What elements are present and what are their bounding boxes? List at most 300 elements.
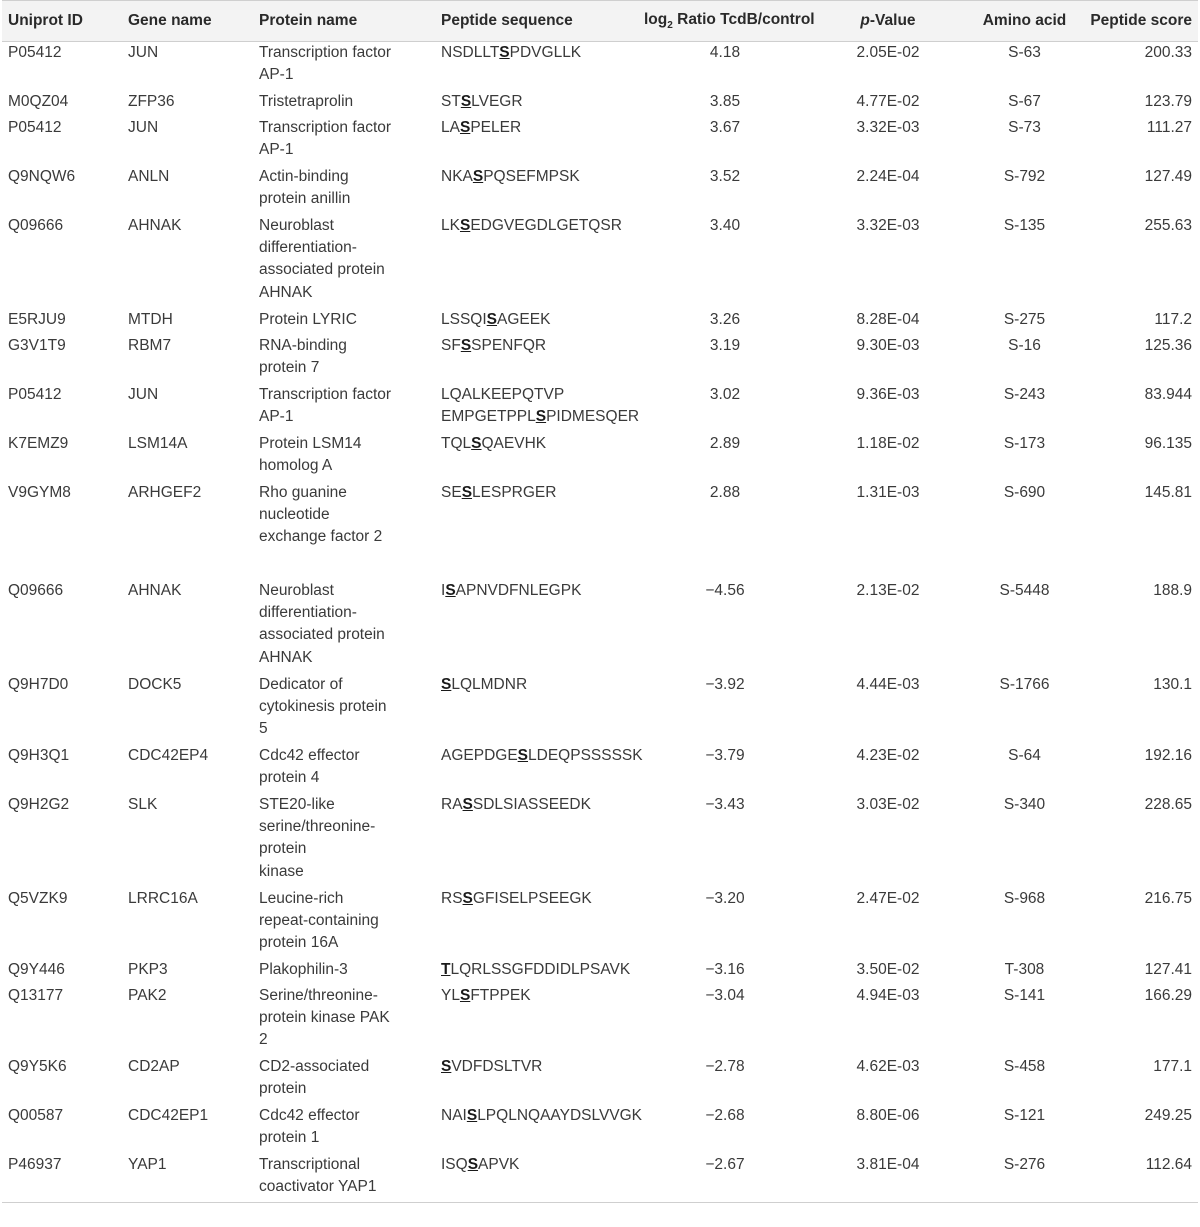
phosphosite: S <box>517 746 529 764</box>
peptide-line <box>441 406 638 428</box>
cell-amino-acid: S-141 <box>1003 986 1046 1004</box>
cell-log2-ratio: 3.85 <box>709 92 741 110</box>
cell-peptide-score: 255.63 <box>1144 216 1192 234</box>
peptide-prefix: SF <box>441 336 461 354</box>
protein-name-line: AP-1 <box>259 407 294 425</box>
protein-name-line: protein 1 <box>259 1128 320 1146</box>
cell-uniprot-id: E5RJU9 <box>8 310 66 328</box>
peptide-line <box>441 674 638 696</box>
phosphosite: T <box>441 960 451 978</box>
phosphosite: S <box>462 889 473 907</box>
table-row <box>2 888 1198 959</box>
phosphosite: S <box>459 216 471 234</box>
table-row <box>2 482 1198 580</box>
cell-peptide-sequence <box>435 215 638 309</box>
cell-gene-name: AHNAK <box>128 216 182 234</box>
peptide-line <box>441 794 638 816</box>
table-row <box>2 91 1198 117</box>
cell-amino-acid: S-243 <box>1003 385 1046 403</box>
cell-log2-ratio: −3.43 <box>705 795 745 813</box>
cell-gene-name: PKP3 <box>128 960 168 978</box>
protein-name-line: homolog A <box>259 456 333 474</box>
protein-name-line: Rho guanine <box>259 483 347 501</box>
cell-amino-acid: S-1766 <box>999 675 1050 693</box>
protein-name-line: differentiation- <box>259 603 357 621</box>
table-row <box>2 309 1198 335</box>
peptide-suffix: LESPRGER <box>472 483 557 501</box>
protein-name-line: differentiation- <box>259 238 357 256</box>
cell-p-value: 3.32E-03 <box>856 118 920 136</box>
protein-name-line: AHNAK <box>259 648 313 666</box>
cell-log2-ratio: −2.67 <box>638 1154 806 1203</box>
cell-p-value: 8.80E-06 <box>856 1106 920 1124</box>
peptide-suffix: FTPPEK <box>470 986 531 1004</box>
peptide-suffix: QAEVHK <box>481 434 547 452</box>
cell-amino-acid: T-308 <box>1004 960 1045 978</box>
cell-p-value: 1.31E-03 <box>856 483 920 501</box>
cell-protein-name <box>253 1154 435 1203</box>
cell-amino-acid: S-63 <box>1008 44 1041 61</box>
cell-peptide-score: 228.65 <box>1144 795 1192 813</box>
cell-p-value: 3.81E-04 <box>806 1154 964 1203</box>
cell-peptide-score: 192.16 <box>1144 746 1192 764</box>
cell-peptide-sequence <box>435 335 638 384</box>
protein-name-line: Protein LYRIC <box>259 310 357 328</box>
protein-name-line: Leucine-rich <box>259 889 344 907</box>
peptide-line <box>441 117 638 139</box>
phosphosite: S <box>460 336 472 354</box>
protein-name-line: cytokinesis protein <box>259 697 387 715</box>
header-row <box>2 1 1198 42</box>
phosphosite: S <box>466 1106 478 1124</box>
table-row <box>2 384 1198 433</box>
phosphosite: S <box>467 1155 479 1173</box>
cell-peptide-score: 200.33 <box>1144 44 1192 61</box>
table-row <box>2 433 1198 482</box>
protein-name-line: Transcriptional <box>259 1155 361 1173</box>
protein-name-line: Transcription factor <box>259 118 392 136</box>
cell-log2-ratio: −3.20 <box>705 889 745 907</box>
table-row <box>2 580 1198 674</box>
cell-gene-name: ARHGEF2 <box>128 483 202 501</box>
cell-peptide-score: 166.29 <box>1144 986 1192 1004</box>
protein-name-line: 5 <box>259 720 268 738</box>
peptide-line <box>441 215 638 237</box>
col-header-pvalue: p-Value <box>806 1 964 42</box>
cell-uniprot-id: M0QZ04 <box>8 92 69 110</box>
peptide-suffix: APVK <box>478 1155 520 1173</box>
cell-uniprot-id: Q9H3Q1 <box>8 746 70 764</box>
peptide-suffix: AGEEK <box>497 310 551 328</box>
protein-name-line: protein anillin <box>259 189 351 207</box>
protein-name-line: Serine/threonine- <box>259 986 378 1004</box>
protein-name-line: Neuroblast <box>259 581 334 599</box>
peptide-line <box>441 888 638 910</box>
protein-name-line: RNA-binding <box>259 336 347 354</box>
cell-log2-ratio: 3.67 <box>709 118 741 136</box>
cell-amino-acid: S-275 <box>1003 310 1046 328</box>
phosphosite: S <box>472 167 484 185</box>
cell-protein-name <box>253 985 435 1056</box>
peptide-prefix: NAI <box>441 1106 467 1124</box>
peptide-prefix: I <box>441 581 446 599</box>
phosphopeptide-table <box>2 0 1198 1203</box>
protein-name-line: Cdc42 effector <box>259 746 360 764</box>
table-row <box>2 794 1198 888</box>
cell-gene-name: PAK2 <box>128 986 167 1004</box>
cell-protein-name <box>253 433 435 482</box>
cell-peptide-sequence <box>435 674 638 745</box>
cell-peptide-sequence <box>435 42 638 91</box>
cell-protein-name <box>253 42 435 91</box>
cell-uniprot-id: K7EMZ9 <box>8 434 69 452</box>
cell-protein-name <box>253 215 435 309</box>
cell-log2-ratio: −3.04 <box>705 986 745 1004</box>
cell-peptide-score: 216.75 <box>1144 889 1192 907</box>
cell-gene-name: LSM14A <box>128 434 188 452</box>
cell-peptide-sequence <box>435 309 638 335</box>
protein-name-line: Protein LSM14 <box>259 434 362 452</box>
cell-p-value: 2.47E-02 <box>856 889 920 907</box>
cell-peptide-sequence <box>435 91 638 117</box>
cell-uniprot-id: P05412 <box>8 44 62 61</box>
cell-uniprot-id: Q09666 <box>8 581 64 599</box>
cell-p-value: 2.13E-02 <box>856 581 920 599</box>
cell-p-value: 2.24E-04 <box>856 167 920 185</box>
cell-peptide-sequence <box>435 1154 638 1203</box>
table-row <box>2 42 1198 91</box>
phosphosite: S <box>441 675 452 693</box>
cell-protein-name <box>253 794 435 888</box>
cell-log2-ratio: −4.56 <box>705 581 745 599</box>
cell-uniprot-id: V9GYM8 <box>8 483 71 501</box>
cell-protein-name <box>253 384 435 433</box>
peptide-line <box>441 745 643 767</box>
protein-name-line: AP-1 <box>259 66 294 84</box>
cell-peptide-sequence <box>435 888 638 959</box>
table-row <box>2 166 1198 215</box>
cell-p-value: 3.03E-02 <box>856 795 920 813</box>
protein-name-line: associated protein <box>259 261 385 279</box>
protein-name-line: coactivator YAP1 <box>259 1177 377 1195</box>
cell-peptide-score: 249.25 <box>1144 1106 1192 1124</box>
col-header-score: Peptide score <box>1079 1 1198 42</box>
cell-log2-ratio: −3.16 <box>705 960 745 978</box>
cell-uniprot-id: Q9Y446 <box>8 960 65 978</box>
peptide-suffix: PIDMESQER <box>546 407 640 425</box>
table-row <box>2 674 1198 745</box>
protein-name-line: associated protein <box>259 626 385 644</box>
cell-uniprot-id: Q9Y5K6 <box>8 1057 67 1075</box>
cell-peptide-sequence <box>435 1056 638 1105</box>
peptide-suffix: SPENFQR <box>471 336 547 354</box>
cell-peptide-score: 127.41 <box>1144 960 1192 978</box>
cell-peptide-score: 112.64 <box>1079 1154 1198 1203</box>
protein-name-line: Plakophilin-3 <box>259 960 348 978</box>
peptide-line <box>441 1154 638 1176</box>
peptide-line <box>441 1056 638 1078</box>
cell-protein-name <box>253 117 435 166</box>
cell-protein-name <box>253 674 435 745</box>
protein-name-line: Transcription factor <box>259 44 392 61</box>
cell-log2-ratio: 3.19 <box>709 336 741 354</box>
cell-p-value: 3.50E-02 <box>856 960 920 978</box>
cell-amino-acid: S-121 <box>1003 1106 1046 1124</box>
cell-amino-acid: S-5448 <box>999 581 1050 599</box>
peptide-suffix: PDVGLLK <box>509 44 582 61</box>
cell-peptide-score: 96.135 <box>1144 434 1192 452</box>
peptide-prefix: LSSQI <box>441 310 487 328</box>
cell-protein-name <box>253 888 435 959</box>
peptide-line <box>441 42 638 64</box>
protein-name-line: Tristetraprolin <box>259 92 354 110</box>
peptide-prefix: SE <box>441 483 462 501</box>
protein-name-line: Cdc42 effector <box>259 1106 360 1124</box>
cell-peptide-sequence <box>435 166 638 215</box>
peptide-line <box>441 166 638 188</box>
protein-name-line: protein 16A <box>259 934 339 952</box>
protein-name-line: protein 4 <box>259 768 320 786</box>
protein-name-line: Dedicator of <box>259 675 343 693</box>
cell-peptide-score: 127.49 <box>1144 167 1192 185</box>
cell-gene-name: LRRC16A <box>128 889 198 907</box>
protein-name-line: STE20-like <box>259 795 335 813</box>
cell-p-value: 4.44E-03 <box>856 675 920 693</box>
cell-p-value: 9.36E-03 <box>856 385 920 403</box>
cell-peptide-score: 117.2 <box>1154 310 1192 328</box>
peptide-line <box>441 91 638 113</box>
protein-name-line: CD2-associated <box>259 1057 370 1075</box>
peptide-prefix: NKA <box>441 167 473 185</box>
protein-name-line: 2 <box>259 1031 268 1049</box>
cell-amino-acid: S-690 <box>1003 483 1046 501</box>
cell-p-value: 4.23E-02 <box>856 746 920 764</box>
cell-p-value: 1.18E-02 <box>856 434 920 452</box>
protein-name-line: serine/threonine- <box>259 817 376 835</box>
cell-uniprot-id: P46937 <box>2 1154 122 1203</box>
peptide-prefix: NSDLLT <box>441 44 500 61</box>
phosphosite: S <box>460 92 472 110</box>
cell-uniprot-id: Q00587 <box>8 1106 64 1124</box>
protein-name-line: protein <box>259 1079 307 1097</box>
peptide-line <box>441 482 638 504</box>
cell-log2-ratio: −2.78 <box>705 1057 745 1075</box>
protein-name-line: Actin-binding <box>259 167 349 185</box>
cell-log2-ratio: −3.79 <box>705 746 745 764</box>
cell-protein-name <box>253 309 435 335</box>
cell-peptide-score: 145.81 <box>1144 483 1192 501</box>
cell-log2-ratio: 3.02 <box>709 385 741 403</box>
cell-uniprot-id: P05412 <box>8 385 62 403</box>
protein-name-line: protein kinase PAK <box>259 1008 390 1026</box>
protein-name-line: AP-1 <box>259 140 294 158</box>
peptide-line <box>441 335 638 357</box>
phosphosite: S <box>459 986 471 1004</box>
cell-gene-name: CDC42EP1 <box>128 1106 209 1124</box>
cell-peptide-sequence <box>435 794 638 888</box>
peptide-line <box>441 985 638 1007</box>
table-row <box>2 215 1198 309</box>
cell-gene-name: YAP1 <box>122 1154 253 1203</box>
cell-peptide-sequence <box>435 959 638 985</box>
peptide-prefix: YL <box>441 986 460 1004</box>
cell-amino-acid: S-16 <box>1008 336 1041 354</box>
col-header-protein: Protein name <box>253 1 435 42</box>
protein-name-line: nucleotide <box>259 505 330 523</box>
protein-name-line: Transcription factor <box>259 385 392 403</box>
table-row <box>2 1154 1198 1203</box>
cell-log2-ratio: 3.52 <box>709 167 741 185</box>
protein-name-line: exchange factor 2 <box>259 528 383 546</box>
phosphosite: S <box>441 1057 452 1075</box>
peptide-prefix: RS <box>441 889 463 907</box>
cell-amino-acid: S-792 <box>1003 167 1046 185</box>
cell-peptide-score: 123.79 <box>1144 92 1192 110</box>
cell-log2-ratio: 4.18 <box>709 44 741 61</box>
cell-gene-name: JUN <box>128 118 159 136</box>
cell-protein-name <box>253 745 435 794</box>
cell-peptide-score: 177.1 <box>1153 1057 1192 1075</box>
cell-log2-ratio: 2.89 <box>709 434 741 452</box>
peptide-suffix: LPQLNQAAYDSLVVGK <box>477 1106 643 1124</box>
col-header-uniprot: Uniprot ID <box>2 1 122 42</box>
cell-protein-name <box>253 335 435 384</box>
cell-log2-ratio: 2.88 <box>709 483 741 501</box>
peptide-suffix: PQSEFMPSK <box>483 167 580 185</box>
cell-peptide-score: 125.36 <box>1144 336 1192 354</box>
peptide-prefix: AGEPDGE <box>441 746 518 764</box>
cell-log2-ratio: −3.92 <box>705 675 745 693</box>
peptide-suffix: GFISELPSEEGK <box>472 889 592 907</box>
peptide-line <box>441 959 638 981</box>
cell-peptide-score: 130.1 <box>1153 675 1192 693</box>
phosphosite: S <box>499 44 510 61</box>
cell-p-value: 2.05E-02 <box>856 44 920 61</box>
peptide-prefix: TQL <box>441 434 472 452</box>
protein-name-line: protein 7 <box>259 358 320 376</box>
cell-gene-name: JUN <box>128 385 159 403</box>
cell-peptide-sequence <box>435 433 638 482</box>
cell-p-value: 3.32E-03 <box>856 216 920 234</box>
cell-gene-name: MTDH <box>128 310 173 328</box>
cell-amino-acid: S-340 <box>1003 795 1046 813</box>
peptide-line <box>441 1105 643 1127</box>
table-row <box>2 985 1198 1056</box>
peptide-prefix: RA <box>441 795 463 813</box>
cell-peptide-sequence <box>435 745 643 794</box>
cell-log2-ratio: −2.68 <box>705 1106 745 1124</box>
cell-uniprot-id: Q5VZK9 <box>8 889 68 907</box>
cell-gene-name: CD2AP <box>128 1057 180 1075</box>
peptide-suffix: PELER <box>470 118 522 136</box>
peptide-suffix: EDGVEGDLGETQSR <box>470 216 622 234</box>
cell-uniprot-id: Q9NQW6 <box>8 167 76 185</box>
cell-uniprot-id: G3V1T9 <box>8 336 66 354</box>
cell-protein-name <box>253 91 435 117</box>
cell-peptide-sequence <box>435 482 638 580</box>
protein-name-line: kinase <box>259 862 304 880</box>
phosphosite: S <box>462 795 473 813</box>
cell-protein-name <box>253 1056 435 1105</box>
peptide-suffix: LQRLSSGFDDIDLPSAVK <box>450 960 631 978</box>
cell-gene-name: CDC42EP4 <box>128 746 209 764</box>
peptide-line <box>441 433 638 455</box>
table-row <box>2 1105 1198 1154</box>
peptide-suffix: APNVDFNLEGPK <box>455 581 582 599</box>
cell-gene-name: RBM7 <box>128 336 172 354</box>
cell-peptide-sequence <box>435 580 638 674</box>
table-row <box>2 335 1198 384</box>
peptide-prefix: LK <box>441 216 460 234</box>
peptide-suffix: VDFDSLTVR <box>451 1057 543 1075</box>
peptide-suffix: LQLMDNR <box>451 675 528 693</box>
phosphosite: S <box>535 407 547 425</box>
cell-log2-ratio: 3.26 <box>709 310 741 328</box>
cell-amino-acid: S-968 <box>1003 889 1046 907</box>
col-header-amino-acid: Amino acid <box>964 1 1079 42</box>
peptide-line <box>441 580 638 602</box>
col-header-peptide: Peptide sequence <box>435 1 638 42</box>
phosphosite: S <box>445 581 456 599</box>
cell-p-value: 9.30E-03 <box>856 336 920 354</box>
cell-peptide-score: 83.944 <box>1144 385 1192 403</box>
peptide-line <box>441 309 638 331</box>
cell-peptide-score: 111.27 <box>1146 118 1192 136</box>
cell-uniprot-id: Q09666 <box>8 216 64 234</box>
protein-name-line: repeat-containing <box>259 911 379 929</box>
col-header-gene: Gene name <box>122 1 253 42</box>
cell-amino-acid: S-67 <box>1008 92 1041 110</box>
cell-protein-name <box>253 482 435 580</box>
cell-amino-acid: S-458 <box>1003 1057 1046 1075</box>
cell-gene-name: ZFP36 <box>128 92 175 110</box>
peptide-prefix: ISQ <box>441 1155 468 1173</box>
cell-gene-name: DOCK5 <box>128 675 182 693</box>
peptide-suffix: SDLSIASSEEDK <box>472 795 591 813</box>
cell-peptide-sequence <box>435 1105 643 1154</box>
peptide-suffix: LDEQPSSSSSK <box>528 746 643 764</box>
cell-log2-ratio: 3.40 <box>709 216 741 234</box>
cell-protein-name <box>253 1105 435 1154</box>
cell-protein-name <box>253 580 435 674</box>
cell-amino-acid: S-64 <box>1008 746 1041 764</box>
cell-amino-acid: S-276 <box>964 1154 1079 1203</box>
cell-amino-acid: S-135 <box>1003 216 1046 234</box>
cell-uniprot-id: P05412 <box>8 118 62 136</box>
cell-p-value: 4.77E-02 <box>856 92 920 110</box>
protein-name-line: Neuroblast <box>259 216 334 234</box>
peptide-prefix: LA <box>441 118 460 136</box>
cell-protein-name <box>253 959 435 985</box>
peptide-line <box>441 384 638 406</box>
phosphosite: S <box>461 483 473 501</box>
cell-uniprot-id: Q9H2G2 <box>8 795 70 813</box>
cell-peptide-sequence <box>435 985 638 1056</box>
col-header-ratio: $\log_2$ Ratio TcdB/control <box>638 1 806 42</box>
cell-p-value: 4.94E-03 <box>856 986 920 1004</box>
cell-uniprot-id: Q9H7D0 <box>8 675 69 693</box>
peptide-prefix: ST <box>441 92 461 110</box>
cell-gene-name: ANLN <box>128 167 170 185</box>
cell-amino-acid: S-73 <box>1008 118 1041 136</box>
peptide-prefix: EMPGETPPL <box>441 407 536 425</box>
cell-p-value: 4.62E-03 <box>856 1057 920 1075</box>
cell-gene-name: SLK <box>128 795 158 813</box>
cell-peptide-sequence <box>435 117 638 166</box>
cell-peptide-sequence <box>435 384 638 433</box>
cell-gene-name: AHNAK <box>128 581 182 599</box>
table-row <box>2 959 1198 985</box>
